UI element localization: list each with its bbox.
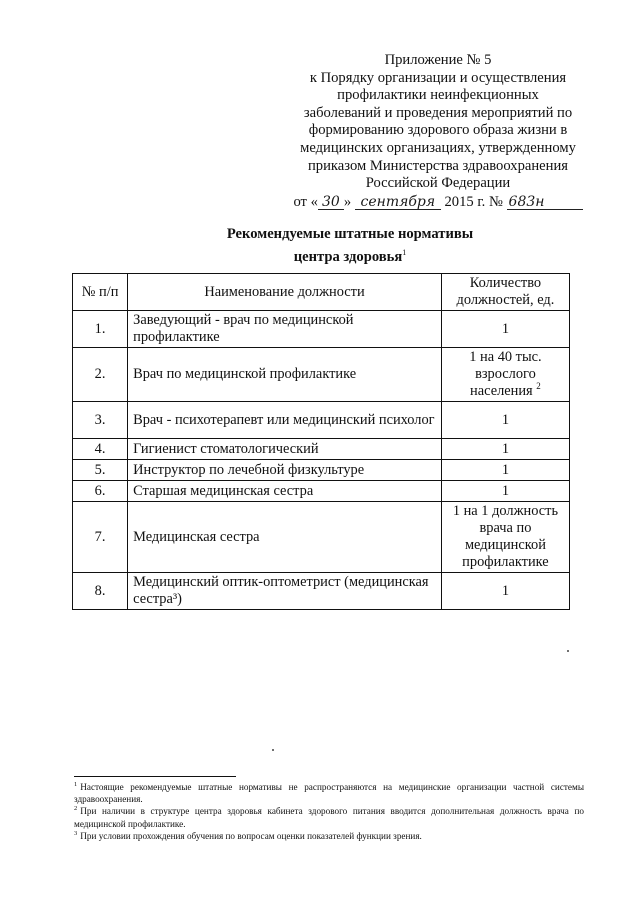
date-prefix: от « [293,193,318,210]
table-row [73,481,570,502]
handwritten-order-number: 683н [507,195,583,210]
row-qty [441,439,569,460]
title-line-1: Рекомендуемые штатные нормативы [226,226,474,242]
order-date-line [282,194,594,212]
row-name: Заведующий - врач по медицинской профилактике [128,311,442,348]
title-footnote-mark: 1 [402,247,407,257]
row-qty [441,502,569,573]
table-row [73,402,570,439]
appendix-header [282,52,594,211]
scan-speck [567,650,569,652]
handwritten-month: сентября [355,195,441,210]
row-qty-text: 1 [501,440,510,457]
table-row [73,502,570,573]
row-num: 6. [73,481,128,502]
appendix-line: заболеваний и проведения мероприятий по [303,104,573,121]
row-qty-text: 1 [501,582,510,599]
footnote-text: Настоящие рекомендуемые штатные нормативы не распространяются на медицинские организации частной системы здравоохранения. [74,782,584,805]
appendix-line: Российской Федерации [365,175,511,192]
row-name: Медицинский оптик-оптометрист (медицинская сестра³) [128,573,442,610]
row-qty-sup: 2 [536,381,541,392]
row-qty-text: 1 [501,482,510,499]
row-num: 8. [73,573,128,610]
table-row [73,348,570,402]
row-name: Старшая медицинская сестра [128,481,442,502]
title-line-2-text: центра здоровья [293,248,403,265]
row-qty [441,481,569,502]
row-qty-text: 1 [501,320,510,337]
staffing-table [72,273,570,610]
footnote-mark: 1 [74,780,78,788]
appendix-line: к Порядку организации и осуществления [309,69,567,86]
footnotes [74,781,584,842]
row-qty-text: 1 на 1 должность врача по медицинской профилактике [452,503,559,570]
table-row [73,573,570,610]
row-qty-text: 1 [501,461,510,478]
date-mid: » [343,193,352,210]
footnote-divider [74,776,236,777]
row-num: 7. [73,502,128,573]
row-qty-text: 1 на 40 тыс. взрослого населения [469,349,542,399]
appendix-line: формированию здорового образа жизни в [308,122,568,139]
appendix-line: Приложение № 5 [384,52,492,68]
row-qty [441,311,569,348]
footnote-2 [74,805,584,829]
row-num: 5. [73,460,128,481]
header-num: № п/п [73,274,128,311]
row-name: Врач по медицинской профилактике [128,348,442,402]
scan-speck [272,749,274,751]
table-row [73,439,570,460]
row-num: 2. [73,348,128,402]
title-line-2 [140,244,560,266]
header-qty: Количество должностей, ед. [441,274,569,311]
row-num: 1. [73,311,128,348]
appendix-line: приказом Министерства здравоохранения [308,157,568,174]
row-qty [441,460,569,481]
handwritten-day: 30 [318,195,344,210]
table-row [73,460,570,481]
appendix-line: медицинских организациях, утвержденному [300,139,576,156]
footnote-mark: 3 [74,829,78,837]
footnote-text: При условии прохождения обучения по вопросам оценки показателей функции зрения. [80,830,422,841]
footnote-text: При наличии в структуре центра здоровья кабинета здорового питания вводится дополнительная должность врача по медицинской профилактике. [74,806,584,829]
row-qty [441,402,569,439]
table-header-row [73,274,570,311]
appendix-line: профилактики неинфекционных [337,87,539,104]
row-num: 3. [73,402,128,439]
footnote-mark: 2 [74,805,78,813]
footnote-3 [74,830,584,842]
row-name: Медицинская сестра [128,502,442,573]
footnote-1 [74,781,584,805]
row-name: Инструктор по лечебной физкультуре [128,460,442,481]
row-name: Гигиенист стоматологический [128,439,442,460]
row-qty [441,573,569,610]
header-name: Наименование должности [128,274,442,311]
row-num: 4. [73,439,128,460]
row-name: Врач - психотерапевт или медицинский психолог [128,402,442,439]
row-qty [441,348,569,402]
row-qty-text: 1 [501,411,510,428]
table-row [73,311,570,348]
document-title [140,226,560,266]
year-text: 2015 г. № [444,193,503,210]
